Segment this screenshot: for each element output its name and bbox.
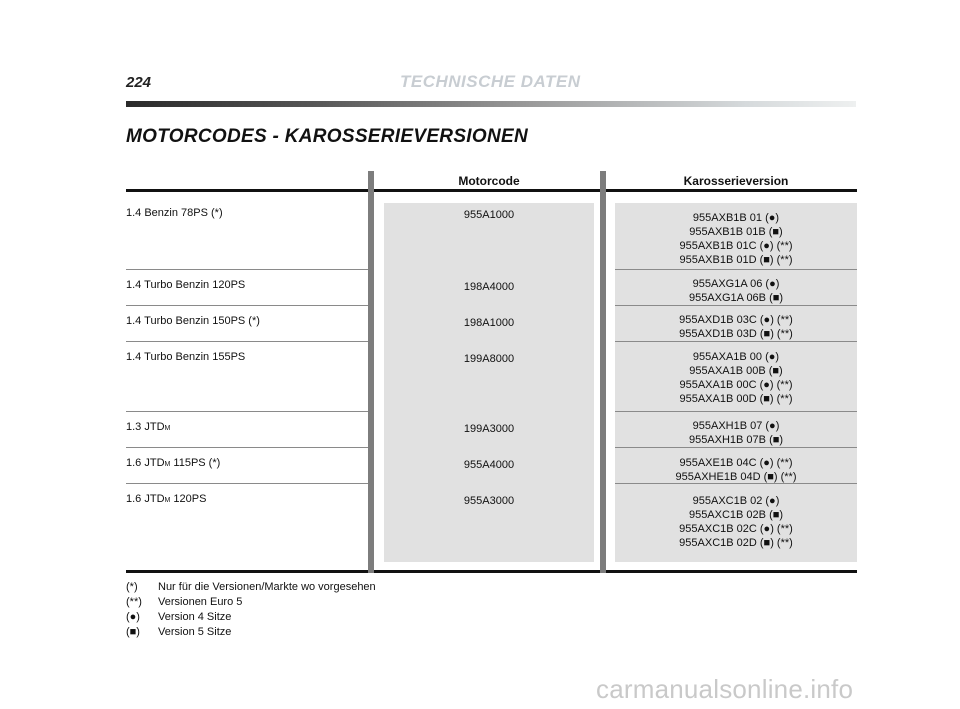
footnote: (●) Version 4 Sitze <box>126 611 232 623</box>
row-separator <box>126 305 368 306</box>
row-separator <box>126 483 368 484</box>
body-version-group <box>615 494 857 550</box>
body-version: 955AXB1B 01D (■) (**) <box>679 254 793 266</box>
running-title: TECHNISCHE DATEN <box>400 72 581 91</box>
engine-label: 1.6 JTDM 115PS (*) <box>126 457 221 469</box>
row-separator <box>615 269 857 270</box>
column-divider <box>368 171 374 573</box>
body-version: 955AXA1B 00C (●) (**) <box>679 379 793 391</box>
motor-code: 199A3000 <box>463 423 515 435</box>
body-version: 955AXD1B 03C (●) (**) <box>679 314 793 326</box>
footnotes <box>126 580 376 640</box>
body-version-group <box>615 313 857 341</box>
body-version-group <box>615 211 857 267</box>
body-version: 955AXB1B 01B (■) <box>689 226 783 238</box>
footnote: (■) Version 5 Sitze <box>126 626 232 638</box>
body-version: 955AXG1A 06 (●) <box>692 278 780 290</box>
body-version: 955AXG1A 06B (■) <box>688 292 784 304</box>
engine-label: 1.6 JTDM 120PS <box>126 493 207 505</box>
body-version: 955AXA1B 00B (■) <box>689 365 783 377</box>
body-version: 955AXC1B 02D (■) (**) <box>679 537 793 549</box>
row-separator <box>126 447 368 448</box>
motor-code: 955A3000 <box>463 495 515 507</box>
body-version: 955AXH1B 07 (●) <box>692 420 780 432</box>
row-separator <box>126 411 368 412</box>
row-separator <box>126 269 368 270</box>
motor-code: 955A4000 <box>463 459 515 471</box>
body-version: 955AXHE1B 04D (■) (**) <box>675 471 797 483</box>
footnote: (**) Versionen Euro 5 <box>126 596 243 608</box>
body-version: 955AXC1B 02 (●) <box>692 495 780 507</box>
table-top-rule <box>126 189 857 192</box>
section-title: MOTORCODES - KAROSSERIEVERSIONEN <box>126 126 528 147</box>
column-header-motorcode: Motorcode <box>458 174 520 188</box>
row-separator <box>615 411 857 412</box>
engine-label: 1.4 Turbo Benzin 120PS <box>126 279 246 291</box>
body-version-group <box>615 350 857 406</box>
column-header-karosserieversion: Karosserieversion <box>683 174 789 188</box>
row-separator <box>615 341 857 342</box>
body-version: 955AXE1B 04C (●) (**) <box>679 457 793 469</box>
motorcode-panel <box>384 203 594 562</box>
body-version: 955AXA1B 00 (●) <box>692 351 780 363</box>
table-bottom-rule <box>126 570 857 573</box>
body-version: 955AXH1B 07B (■) <box>688 434 784 446</box>
body-version: 955AXC1B 02C (●) (**) <box>679 523 793 535</box>
motor-code: 199A8000 <box>463 353 515 365</box>
body-version: 955AXC1B 02B (■) <box>688 509 784 521</box>
row-separator <box>615 305 857 306</box>
body-version-group <box>615 456 857 484</box>
header-rule <box>126 101 856 107</box>
body-version: 955AXB1B 01C (●) (**) <box>679 240 793 252</box>
column-divider <box>600 171 606 573</box>
page-number: 224 <box>126 74 152 91</box>
watermark: carmanualsonline.info <box>596 674 854 704</box>
row-separator <box>615 447 857 448</box>
body-version: 955AXA1B 00D (■) (**) <box>679 393 793 405</box>
motor-code: 198A1000 <box>463 317 515 329</box>
engine-label: 1.4 Turbo Benzin 150PS (*) <box>126 315 260 327</box>
motor-code: 198A4000 <box>463 281 515 293</box>
footnote: (*) Nur für die Versionen/Markte wo vorgesehen <box>126 581 376 593</box>
motor-code: 955A1000 <box>463 209 515 221</box>
row-separator <box>126 341 368 342</box>
body-version: 955AXB1B 01 (●) <box>692 212 780 224</box>
engine-label: 1.3 JTDM <box>126 421 171 433</box>
engine-label: 1.4 Benzin 78PS (*) <box>126 207 223 219</box>
body-version: 955AXD1B 03D (■) (**) <box>679 328 793 340</box>
engine-label: 1.4 Turbo Benzin 155PS <box>126 351 246 363</box>
body-version-group <box>615 419 857 447</box>
body-version-group <box>615 277 857 305</box>
